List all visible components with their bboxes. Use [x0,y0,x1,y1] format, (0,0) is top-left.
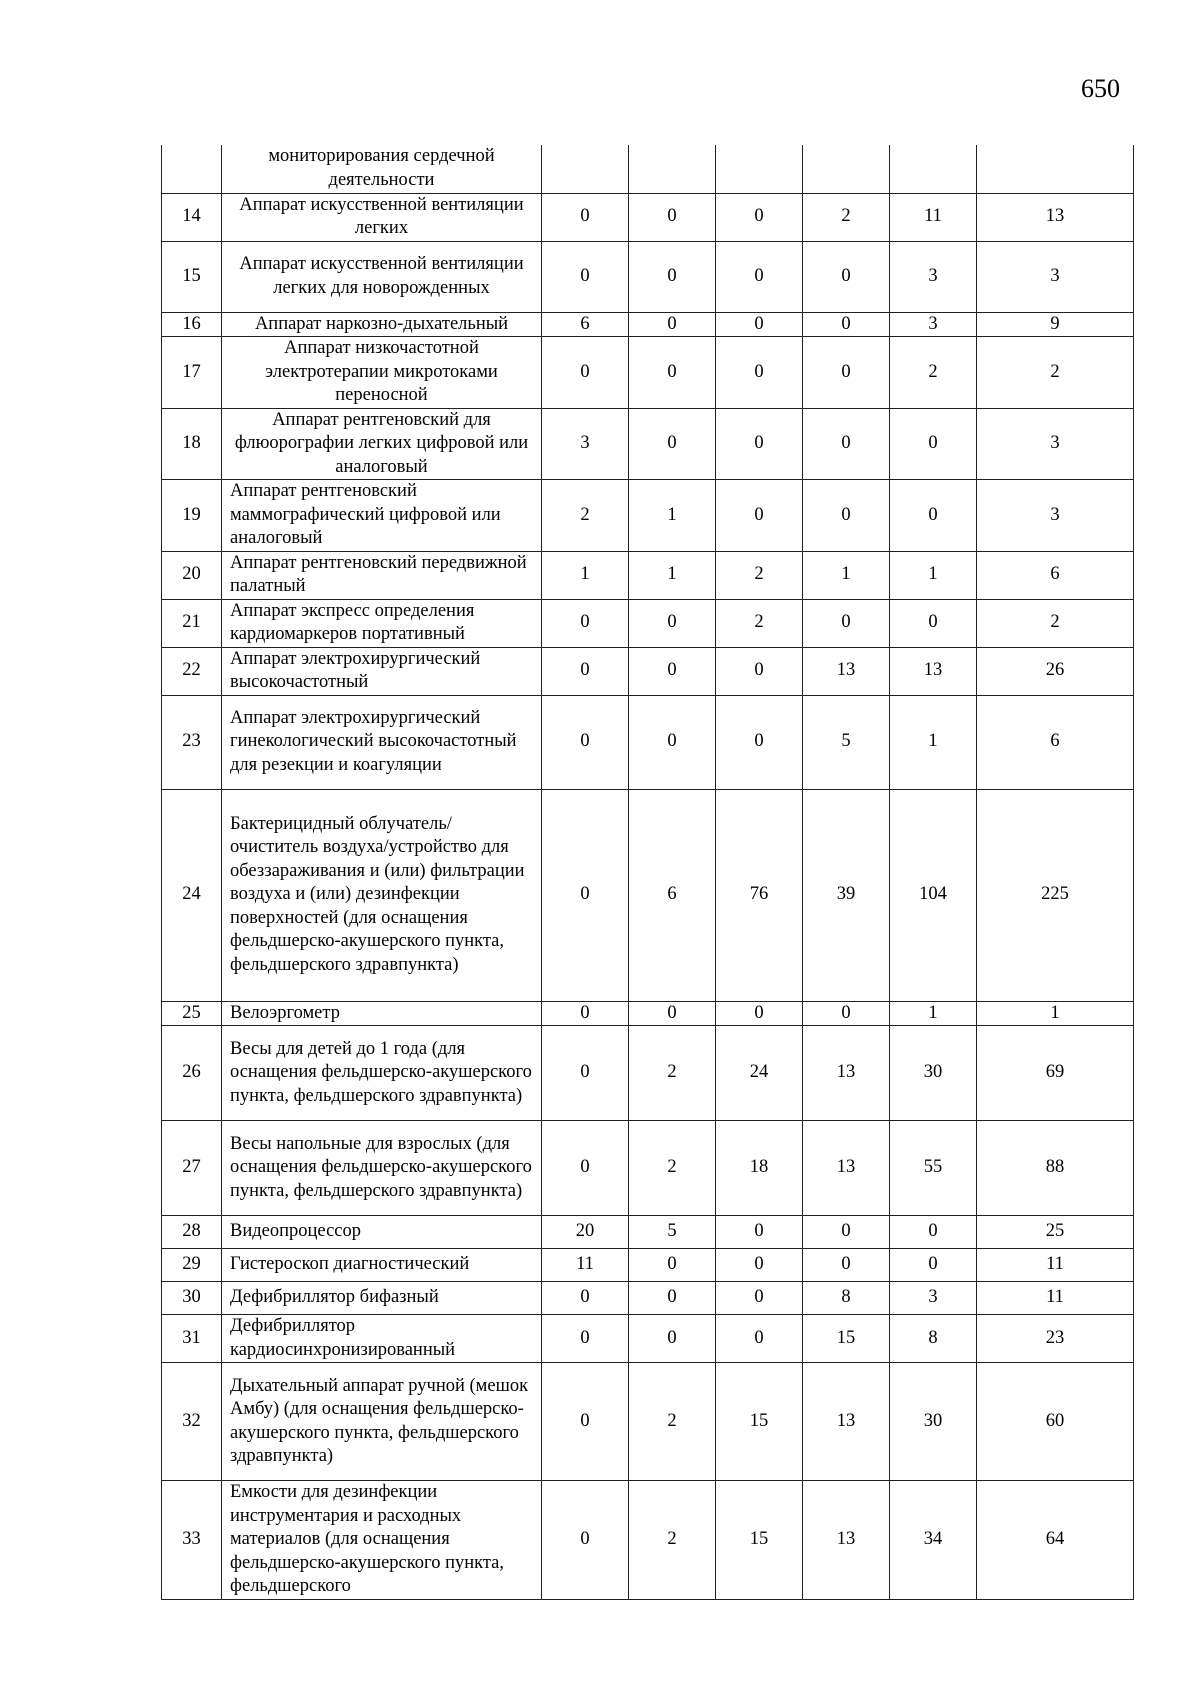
quantity-cell: 0 [803,480,890,552]
row-number-cell: 25 [162,1001,222,1026]
quantity-cell: 0 [803,241,890,312]
total-cell: 69 [977,1026,1134,1121]
total-cell: 2 [977,337,1134,409]
quantity-cell: 0 [629,193,716,241]
total-cell: 6 [977,695,1134,789]
quantity-cell: 0 [629,241,716,312]
quantity-cell: 0 [803,1216,890,1249]
quantity-cell: 0 [716,1282,803,1315]
quantity-cell [803,145,890,193]
table-row [162,408,1134,480]
table-row [162,241,1134,312]
quantity-cell: 0 [542,1001,629,1026]
quantity-cell: 0 [542,1363,629,1481]
total-cell [977,145,1134,193]
quantity-cell: 1 [890,551,977,599]
equipment-table-body [162,145,1134,1599]
table-row [162,193,1134,241]
quantity-cell: 0 [716,241,803,312]
equipment-name-cell: Аппарат искусственной вентиляции легких для новорожденных [222,241,542,312]
row-number-cell: 31 [162,1315,222,1363]
total-cell: 11 [977,1249,1134,1282]
quantity-cell: 3 [890,241,977,312]
total-cell: 60 [977,1363,1134,1481]
quantity-cell: 13 [890,647,977,695]
total-cell: 3 [977,408,1134,480]
quantity-cell: 30 [890,1363,977,1481]
equipment-table [161,145,1134,1600]
table-row [162,1481,1134,1600]
equipment-name-cell: Аппарат рентгеновский маммографический цифровой или аналоговый [222,480,542,552]
total-cell: 1 [977,1001,1134,1026]
total-cell: 3 [977,480,1134,552]
quantity-cell: 3 [890,1282,977,1315]
quantity-cell: 13 [803,1481,890,1600]
quantity-cell: 1 [803,551,890,599]
quantity-cell: 0 [629,1282,716,1315]
quantity-cell: 0 [716,480,803,552]
total-cell: 88 [977,1121,1134,1216]
table-row [162,1216,1134,1249]
equipment-name-cell: Аппарат искусственной вентиляции легких [222,193,542,241]
quantity-cell: 0 [629,337,716,409]
table-row [162,1363,1134,1481]
row-number-cell: 21 [162,599,222,647]
row-number-cell: 33 [162,1481,222,1600]
table-row [162,599,1134,647]
quantity-cell: 0 [629,695,716,789]
row-number-cell: 15 [162,241,222,312]
quantity-cell: 20 [542,1216,629,1249]
quantity-cell: 2 [542,480,629,552]
quantity-cell: 13 [803,1121,890,1216]
quantity-cell: 1 [629,551,716,599]
quantity-cell: 11 [542,1249,629,1282]
quantity-cell: 0 [542,1282,629,1315]
quantity-cell: 0 [629,1249,716,1282]
quantity-cell: 24 [716,1026,803,1121]
quantity-cell: 0 [542,789,629,1001]
row-number-cell: 22 [162,647,222,695]
quantity-cell: 1 [542,551,629,599]
row-number-cell: 30 [162,1282,222,1315]
quantity-cell: 0 [542,1121,629,1216]
quantity-cell: 2 [629,1481,716,1600]
quantity-cell: 13 [803,1363,890,1481]
quantity-cell: 2 [629,1121,716,1216]
quantity-cell: 0 [890,1216,977,1249]
quantity-cell: 2 [716,551,803,599]
table-row [162,337,1134,409]
quantity-cell: 34 [890,1481,977,1600]
table-row [162,1001,1134,1026]
total-cell: 9 [977,312,1134,337]
row-number-cell: 29 [162,1249,222,1282]
quantity-cell: 0 [716,408,803,480]
quantity-cell: 30 [890,1026,977,1121]
quantity-cell: 2 [803,193,890,241]
equipment-name-cell: Весы для детей до 1 года (для оснащения фельдшерско-акушерского пункта, фельдшерского здравпункта) [222,1026,542,1121]
table-row [162,1282,1134,1315]
quantity-cell: 0 [890,408,977,480]
equipment-name-cell: Бактерицидный облучатель/очиститель воздуха/устройство для обеззараживания и (или) фильтрации воздуха и (или) дезинфекции поверхностей (для оснащения фельдшерско-акушерского пункта, фельдшерского здравпункта) [222,789,542,1001]
quantity-cell: 8 [890,1315,977,1363]
row-number-cell: 14 [162,193,222,241]
quantity-cell: 0 [890,480,977,552]
table-row [162,1121,1134,1216]
quantity-cell: 8 [803,1282,890,1315]
quantity-cell: 0 [542,193,629,241]
quantity-cell: 0 [629,408,716,480]
row-number-cell [162,145,222,193]
quantity-cell: 0 [542,337,629,409]
quantity-cell: 0 [803,1001,890,1026]
quantity-cell: 0 [716,1249,803,1282]
quantity-cell: 55 [890,1121,977,1216]
quantity-cell: 0 [542,1315,629,1363]
quantity-cell: 0 [542,1481,629,1600]
quantity-cell: 13 [803,647,890,695]
quantity-cell: 0 [803,1249,890,1282]
total-cell: 23 [977,1315,1134,1363]
table-row [162,695,1134,789]
quantity-cell: 15 [716,1481,803,1600]
total-cell: 11 [977,1282,1134,1315]
quantity-cell: 15 [716,1363,803,1481]
quantity-cell: 0 [716,1315,803,1363]
quantity-cell: 0 [890,1249,977,1282]
row-number-cell: 16 [162,312,222,337]
table-row [162,312,1134,337]
equipment-name-cell: Гистероскоп диагностический [222,1249,542,1282]
quantity-cell: 0 [542,241,629,312]
equipment-name-cell: Аппарат рентгеновский передвижной палатный [222,551,542,599]
row-number-cell: 32 [162,1363,222,1481]
quantity-cell: 2 [890,337,977,409]
total-cell: 225 [977,789,1134,1001]
quantity-cell: 5 [629,1216,716,1249]
equipment-name-cell: Аппарат электрохирургический высокочастотный [222,647,542,695]
quantity-cell: 104 [890,789,977,1001]
row-number-cell: 18 [162,408,222,480]
quantity-cell: 0 [542,647,629,695]
equipment-name-cell: Дыхательный аппарат ручной (мешок Амбу) (для оснащения фельдшерско-акушерского пункта, фельдшерского здравпункта) [222,1363,542,1481]
table-row [162,145,1134,193]
quantity-cell: 0 [890,599,977,647]
table-row [162,1249,1134,1282]
row-number-cell: 26 [162,1026,222,1121]
quantity-cell: 1 [890,695,977,789]
quantity-cell: 1 [890,1001,977,1026]
quantity-cell: 0 [716,337,803,409]
quantity-cell: 1 [629,480,716,552]
quantity-cell: 76 [716,789,803,1001]
row-number-cell: 23 [162,695,222,789]
equipment-name-cell: Аппарат низкочастотной электротерапии микротоками переносной [222,337,542,409]
row-number-cell: 28 [162,1216,222,1249]
quantity-cell: 2 [716,599,803,647]
quantity-cell: 0 [716,1216,803,1249]
table-row [162,789,1134,1001]
quantity-cell: 11 [890,193,977,241]
quantity-cell: 0 [629,312,716,337]
quantity-cell: 15 [803,1315,890,1363]
quantity-cell: 2 [629,1026,716,1121]
quantity-cell: 0 [716,193,803,241]
equipment-name-cell: Емкости для дезинфекции инструментария и расходных материалов (для оснащения фельдшерско-акушерского пункта, фельдшерского [222,1481,542,1600]
row-number-cell: 27 [162,1121,222,1216]
equipment-name-cell: Аппарат экспресс определения кардиомаркеров портативный [222,599,542,647]
quantity-cell: 0 [803,408,890,480]
quantity-cell: 6 [629,789,716,1001]
quantity-cell: 18 [716,1121,803,1216]
equipment-name-cell: Аппарат рентгеновский для флюорографии легких цифровой или аналоговый [222,408,542,480]
equipment-name-cell: Аппарат наркозно-дыхательный [222,312,542,337]
equipment-name-cell: Дефибриллятор бифазный [222,1282,542,1315]
table-row [162,551,1134,599]
total-cell: 3 [977,241,1134,312]
table-row [162,647,1134,695]
quantity-cell: 13 [803,1026,890,1121]
quantity-cell: 0 [542,1026,629,1121]
total-cell: 6 [977,551,1134,599]
equipment-name-cell: Весы напольные для взрослых (для оснащения фельдшерско-акушерского пункта, фельдшерского здравпункта) [222,1121,542,1216]
total-cell: 13 [977,193,1134,241]
quantity-cell: 0 [803,337,890,409]
quantity-cell [890,145,977,193]
quantity-cell: 0 [629,1315,716,1363]
page-number: 650 [1081,74,1120,103]
quantity-cell: 0 [716,647,803,695]
quantity-cell: 0 [629,647,716,695]
quantity-cell: 39 [803,789,890,1001]
quantity-cell: 0 [803,599,890,647]
quantity-cell: 0 [629,599,716,647]
quantity-cell [629,145,716,193]
quantity-cell: 3 [542,408,629,480]
quantity-cell: 3 [890,312,977,337]
equipment-name-cell: Видеопроцессор [222,1216,542,1249]
quantity-cell: 0 [542,599,629,647]
quantity-cell [716,145,803,193]
equipment-name-cell: Аппарат электрохирургический гинекологический высокочастотный для резекции и коагуляции [222,695,542,789]
quantity-cell: 6 [542,312,629,337]
table-row [162,1026,1134,1121]
quantity-cell: 2 [629,1363,716,1481]
quantity-cell: 5 [803,695,890,789]
equipment-name-cell: мониторирования сердечной деятельности [222,145,542,193]
quantity-cell: 0 [716,695,803,789]
row-number-cell: 17 [162,337,222,409]
equipment-name-cell: Дефибриллятор кардиосинхронизированный [222,1315,542,1363]
quantity-cell: 0 [716,1001,803,1026]
table-row [162,480,1134,552]
total-cell: 2 [977,599,1134,647]
table-row [162,1315,1134,1363]
row-number-cell: 24 [162,789,222,1001]
equipment-name-cell: Велоэргометр [222,1001,542,1026]
quantity-cell: 0 [716,312,803,337]
quantity-cell: 0 [542,695,629,789]
row-number-cell: 19 [162,480,222,552]
quantity-cell [542,145,629,193]
total-cell: 26 [977,647,1134,695]
quantity-cell: 0 [629,1001,716,1026]
total-cell: 64 [977,1481,1134,1600]
row-number-cell: 20 [162,551,222,599]
quantity-cell: 0 [803,312,890,337]
total-cell: 25 [977,1216,1134,1249]
